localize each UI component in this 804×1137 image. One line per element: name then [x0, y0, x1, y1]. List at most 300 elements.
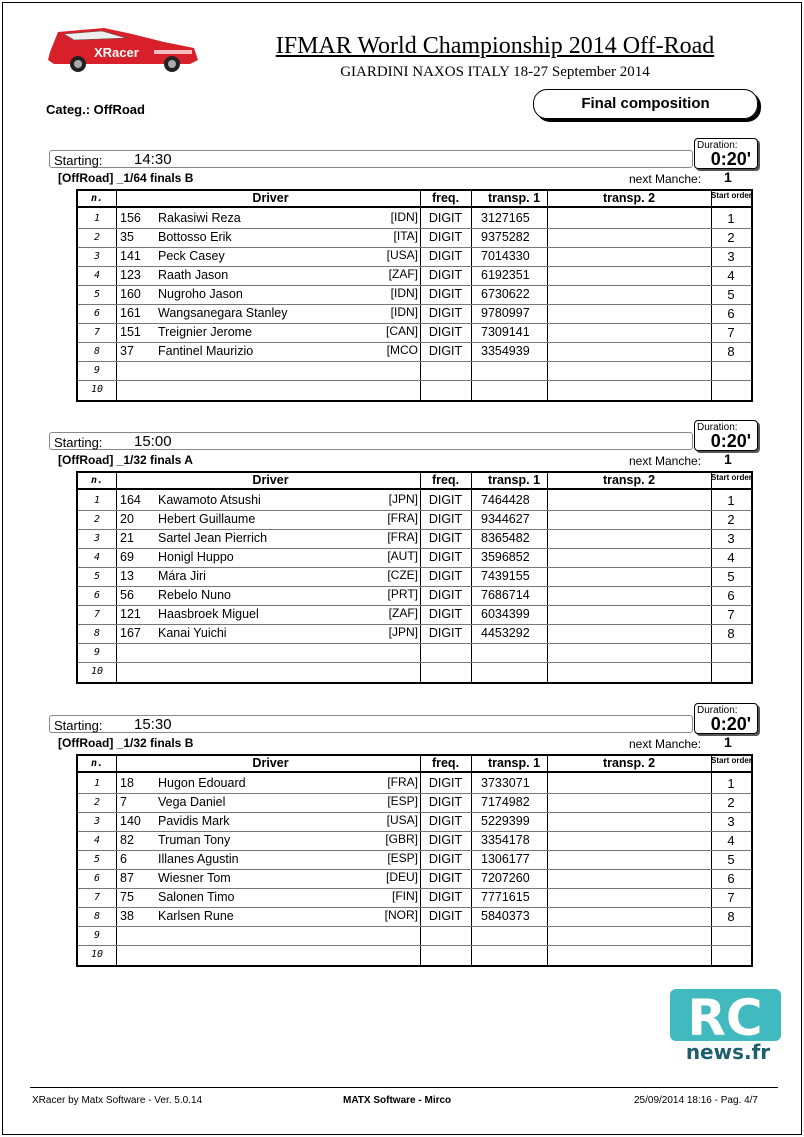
start-order — [711, 945, 751, 964]
driver-country: [FRA] — [387, 511, 418, 525]
table-row — [78, 380, 751, 399]
transponder-1: 6192351 — [481, 268, 530, 282]
duration-label: Duration: — [697, 140, 738, 151]
start-order: 7 — [727, 325, 735, 340]
car-number: 123 — [120, 268, 141, 282]
starting-label: Starting: — [54, 153, 103, 168]
start-order — [711, 662, 751, 681]
col-transp2: transp. 2 — [602, 191, 656, 205]
driver-name: Sartel Jean Pierrich — [158, 531, 268, 545]
table-row — [78, 869, 751, 888]
starting-box — [49, 715, 693, 733]
driver-country: [MCO — [386, 343, 418, 357]
transponder-2 — [547, 247, 711, 266]
driver-name: Peck Casey — [158, 249, 225, 263]
driver-name: Pavidis Mark — [158, 814, 230, 828]
table-row — [78, 266, 751, 285]
frequency: DIGIT — [428, 493, 463, 507]
driver-country — [378, 643, 420, 662]
driver-country — [378, 926, 420, 945]
car-number: 6 — [120, 852, 127, 866]
car-number: 87 — [120, 871, 134, 885]
frequency: DIGIT — [428, 569, 463, 583]
transponder-2 — [547, 774, 711, 793]
transponder-1 — [471, 380, 547, 399]
transponder-1: 5840373 — [481, 909, 530, 923]
driver-name: Fantinel Maurizio — [158, 344, 254, 358]
car-number: 56 — [120, 588, 134, 602]
frequency — [420, 926, 471, 945]
driver-name: Salonen Timo — [158, 890, 235, 904]
transponder-1 — [471, 926, 547, 945]
next-manche-label: next Manche: — [629, 737, 702, 751]
col-freq: freq. — [431, 191, 460, 205]
col-n: n. — [90, 758, 104, 769]
car-number: 161 — [120, 306, 141, 320]
driver-country — [378, 662, 420, 681]
driver-country: [FRA] — [387, 530, 418, 544]
heat-block — [0, 140, 804, 420]
transponder-2 — [547, 529, 711, 548]
col-driver: Driver — [252, 191, 289, 205]
transponder-2 — [547, 567, 711, 586]
driver-country — [378, 361, 420, 380]
frequency: DIGIT — [428, 626, 463, 640]
start-order: 1 — [727, 776, 735, 791]
driver-country: [JPN] — [388, 492, 418, 506]
next-manche-label: next Manche: — [629, 172, 702, 186]
row-index: 3 — [93, 251, 101, 262]
table-header — [78, 191, 751, 208]
row-index: 4 — [93, 270, 101, 281]
row-index: 7 — [93, 892, 101, 903]
col-freq: freq. — [431, 756, 460, 770]
duration-value: 0:20' — [710, 149, 751, 169]
driver-name: Wiesner Tom — [158, 871, 231, 885]
next-manche-value: 1 — [724, 169, 732, 185]
driver-country: [ZAF] — [388, 267, 418, 281]
starting-box — [49, 150, 693, 168]
transponder-2 — [547, 548, 711, 567]
frequency: DIGIT — [428, 588, 463, 602]
duration-label: Duration: — [697, 705, 738, 716]
car-number: 167 — [120, 626, 141, 640]
starting-time: 15:30 — [134, 716, 172, 733]
driver-name — [153, 945, 383, 964]
car-number: 21 — [120, 531, 134, 545]
transponder-2 — [547, 209, 711, 228]
frequency: DIGIT — [428, 306, 463, 320]
col-driver: Driver — [252, 473, 289, 487]
heat-block — [0, 705, 804, 985]
start-order: 4 — [727, 550, 735, 565]
start-order: 3 — [727, 249, 735, 264]
col-transp1: transp. 1 — [487, 756, 541, 770]
frequency — [420, 643, 471, 662]
col-start-order: Start order — [711, 756, 752, 765]
driver-name: Hugon Edouard — [158, 776, 246, 790]
row-index: 2 — [93, 232, 101, 243]
start-order: 7 — [727, 890, 735, 905]
transponder-1: 3354178 — [481, 833, 530, 847]
heat-block — [0, 422, 804, 702]
heat-table — [76, 471, 753, 684]
starting-time: 14:30 — [134, 151, 172, 168]
transponder-1 — [471, 662, 547, 681]
row-index: 1 — [93, 213, 101, 224]
start-order — [711, 926, 751, 945]
start-order: 4 — [727, 268, 735, 283]
driver-country: [USA] — [386, 248, 418, 262]
frequency: DIGIT — [428, 871, 463, 885]
page-title: IFMAR World Championship 2014 Off-Road — [275, 33, 715, 59]
transponder-2 — [547, 380, 711, 399]
transponder-1 — [471, 945, 547, 964]
heat-table — [76, 189, 753, 402]
row-index: 10 — [90, 949, 104, 960]
table-row — [78, 624, 751, 643]
document-type-badge: Final composition — [533, 89, 758, 119]
row-index: 6 — [93, 308, 101, 319]
transponder-1: 7174982 — [481, 795, 530, 809]
table-row — [78, 285, 751, 304]
driver-name: Mára Jiri — [158, 569, 206, 583]
row-index: 2 — [93, 514, 101, 525]
transponder-1: 3354939 — [481, 344, 530, 358]
table-row — [78, 247, 751, 266]
frequency: DIGIT — [428, 531, 463, 545]
driver-country: [ESP] — [387, 794, 418, 808]
driver-country: [FIN] — [392, 889, 418, 903]
frequency: DIGIT — [428, 852, 463, 866]
starting-label: Starting: — [54, 718, 103, 733]
table-row — [78, 945, 751, 964]
car-number: 156 — [120, 211, 141, 225]
driver-country: [DEU] — [385, 870, 418, 884]
transponder-2 — [547, 812, 711, 831]
col-freq: freq. — [431, 473, 460, 487]
driver-country: [NOR] — [384, 908, 418, 922]
row-index: 5 — [93, 571, 101, 582]
footer-software: XRacer by Matx Software - Ver. 5.0.14 — [32, 1095, 203, 1106]
frequency: DIGIT — [428, 607, 463, 621]
heat-name: [OffRoad] _1/32 finals A — [58, 453, 193, 467]
transponder-2 — [547, 323, 711, 342]
transponder-1: 8365482 — [481, 531, 530, 545]
transponder-1 — [471, 361, 547, 380]
driver-name — [153, 361, 383, 380]
col-n: n. — [90, 193, 104, 204]
driver-name: Rakasiwi Reza — [158, 211, 241, 225]
col-transp1: transp. 1 — [487, 191, 541, 205]
transponder-1: 3127165 — [481, 211, 530, 225]
starting-time: 15:00 — [134, 433, 172, 450]
driver-country: [CZE] — [387, 568, 418, 582]
table-row — [78, 491, 751, 510]
transponder-2 — [547, 228, 711, 247]
transponder-2 — [547, 926, 711, 945]
table-row — [78, 812, 751, 831]
driver-country: [USA] — [386, 813, 418, 827]
transponder-1: 7464428 — [481, 493, 530, 507]
row-index: 10 — [90, 384, 104, 395]
driver-country: [GBR] — [385, 832, 418, 846]
driver-name: Raath Jason — [158, 268, 229, 282]
transponder-2 — [547, 624, 711, 643]
footer-divider — [30, 1087, 778, 1088]
driver-name — [153, 380, 383, 399]
table-row — [78, 342, 751, 361]
row-index: 3 — [93, 533, 101, 544]
car-number: 82 — [120, 833, 134, 847]
transponder-1: 7771615 — [481, 890, 530, 904]
row-index: 8 — [93, 628, 101, 639]
car-number: 164 — [120, 493, 141, 507]
footer-author: MATX Software - Mirco — [343, 1095, 452, 1106]
transponder-1: 9780997 — [481, 306, 530, 320]
row-index: 6 — [93, 590, 101, 601]
frequency: DIGIT — [428, 795, 463, 809]
frequency: DIGIT — [428, 550, 463, 564]
driver-country: [JPN] — [388, 625, 418, 639]
driver-name: Rebelo Nuno — [158, 588, 231, 602]
car-number — [116, 662, 153, 681]
driver-name: Treignier Jerome — [158, 325, 253, 339]
transponder-2 — [547, 888, 711, 907]
frequency: DIGIT — [428, 833, 463, 847]
frequency — [420, 380, 471, 399]
start-order — [711, 643, 751, 662]
starting-label: Starting: — [54, 435, 103, 450]
transponder-2 — [547, 266, 711, 285]
table-row — [78, 567, 751, 586]
row-index: 1 — [93, 495, 101, 506]
row-index: 10 — [90, 666, 104, 677]
logo-text: XRacer — [94, 45, 139, 60]
row-index: 3 — [93, 816, 101, 827]
start-order: 3 — [727, 531, 735, 546]
table-row — [78, 926, 751, 945]
table-row — [78, 228, 751, 247]
row-index: 8 — [93, 911, 101, 922]
transponder-2 — [547, 869, 711, 888]
frequency: DIGIT — [428, 325, 463, 339]
car-number — [116, 926, 153, 945]
start-order: 5 — [727, 852, 735, 867]
driver-name: Illanes Agustin — [158, 852, 239, 866]
car-number — [116, 380, 153, 399]
car-number: 69 — [120, 550, 134, 564]
frequency: DIGIT — [428, 814, 463, 828]
start-order: 8 — [727, 909, 735, 924]
duration-value: 0:20' — [710, 714, 751, 734]
car-number: 38 — [120, 909, 134, 923]
start-order: 4 — [727, 833, 735, 848]
table-row — [78, 361, 751, 380]
col-start-order: Start order — [711, 473, 752, 482]
transponder-2 — [547, 510, 711, 529]
car-number: 7 — [120, 795, 127, 809]
starting-box — [49, 432, 693, 450]
driver-country: [CAN] — [385, 324, 418, 338]
duration-box — [694, 138, 758, 169]
start-order: 2 — [727, 230, 735, 245]
driver-name: Hebert Guillaume — [158, 512, 256, 526]
start-order: 6 — [727, 588, 735, 603]
start-order: 1 — [727, 493, 735, 508]
row-index: 9 — [93, 647, 101, 658]
driver-country — [378, 380, 420, 399]
transponder-2 — [547, 831, 711, 850]
car-number: 121 — [120, 607, 141, 621]
transponder-1: 6034399 — [481, 607, 530, 621]
row-index: 9 — [93, 365, 101, 376]
footer-date-page: 25/09/2014 18:16 - Pag. 4/7 — [634, 1095, 758, 1106]
table-row — [78, 605, 751, 624]
table-header — [78, 756, 751, 773]
car-number: 13 — [120, 569, 134, 583]
car-number: 35 — [120, 230, 134, 244]
transponder-2 — [547, 586, 711, 605]
row-index: 8 — [93, 346, 101, 357]
transponder-1: 5229399 — [481, 814, 530, 828]
next-manche-value: 1 — [724, 451, 732, 467]
row-index: 5 — [93, 854, 101, 865]
rcnews-watermark — [668, 985, 783, 1065]
watermark-rc: RC — [687, 989, 763, 1047]
start-order: 8 — [727, 344, 735, 359]
driver-name: Nugroho Jason — [158, 287, 243, 301]
row-index: 4 — [93, 835, 101, 846]
table-row — [78, 510, 751, 529]
frequency: DIGIT — [428, 344, 463, 358]
transponder-2 — [547, 304, 711, 323]
col-transp1: transp. 1 — [487, 473, 541, 487]
driver-country: [FRA] — [387, 775, 418, 789]
driver-name: Kawamoto Atsushi — [158, 493, 261, 507]
page-subtitle: GIARDINI NAXOS ITALY 18-27 September 2014 — [340, 64, 650, 80]
frequency: DIGIT — [428, 287, 463, 301]
start-order — [711, 380, 751, 399]
start-order: 5 — [727, 569, 735, 584]
heat-table — [76, 754, 753, 967]
driver-name — [153, 643, 383, 662]
table-row — [78, 888, 751, 907]
car-number — [116, 945, 153, 964]
driver-country: [ZAF] — [388, 606, 418, 620]
transponder-1: 7309141 — [481, 325, 530, 339]
transponder-2 — [547, 907, 711, 926]
transponder-2 — [547, 662, 711, 681]
start-order: 2 — [727, 512, 735, 527]
transponder-1: 3733071 — [481, 776, 530, 790]
car-number: 141 — [120, 249, 141, 263]
transponder-1: 7207260 — [481, 871, 530, 885]
row-index: 7 — [93, 609, 101, 620]
frequency: DIGIT — [428, 512, 463, 526]
table-row — [78, 662, 751, 681]
table-header — [78, 473, 751, 490]
driver-name — [153, 926, 383, 945]
next-manche-label: next Manche: — [629, 454, 702, 468]
frequency: DIGIT — [428, 211, 463, 225]
transponder-1: 9375282 — [481, 230, 530, 244]
category-label: Categ.: OffRoad — [46, 102, 145, 117]
driver-name: Bottosso Erik — [158, 230, 232, 244]
transponder-2 — [547, 945, 711, 964]
table-row — [78, 643, 751, 662]
table-row — [78, 323, 751, 342]
start-order: 6 — [727, 306, 735, 321]
table-row — [78, 586, 751, 605]
frequency — [420, 361, 471, 380]
frequency — [420, 945, 471, 964]
transponder-2 — [547, 850, 711, 869]
transponder-2 — [547, 361, 711, 380]
row-index: 2 — [93, 797, 101, 808]
transponder-1: 4453292 — [481, 626, 530, 640]
transponder-1: 1306177 — [481, 852, 530, 866]
driver-country: [ITA] — [393, 229, 418, 243]
table-row — [78, 831, 751, 850]
start-order: 5 — [727, 287, 735, 302]
frequency: DIGIT — [428, 890, 463, 904]
frequency: DIGIT — [428, 776, 463, 790]
transponder-1 — [471, 643, 547, 662]
transponder-1: 7014330 — [481, 249, 530, 263]
xracer-logo — [44, 24, 202, 74]
frequency: DIGIT — [428, 268, 463, 282]
transponder-2 — [547, 285, 711, 304]
row-index: 6 — [93, 873, 101, 884]
table-row — [78, 850, 751, 869]
start-order: 7 — [727, 607, 735, 622]
start-order: 1 — [727, 211, 735, 226]
driver-country: [IDN] — [390, 210, 418, 224]
car-number — [116, 643, 153, 662]
driver-name: Honigl Huppo — [158, 550, 234, 564]
row-index: 7 — [93, 327, 101, 338]
car-number: 75 — [120, 890, 134, 904]
col-driver: Driver — [252, 756, 289, 770]
transponder-1: 6730622 — [481, 287, 530, 301]
table-row — [78, 907, 751, 926]
car-number: 140 — [120, 814, 141, 828]
transponder-2 — [547, 491, 711, 510]
start-order — [711, 361, 751, 380]
transponder-1: 7439155 — [481, 569, 530, 583]
col-n: n. — [90, 475, 104, 486]
start-order: 3 — [727, 814, 735, 829]
driver-name: Wangsanegara Stanley — [158, 306, 288, 320]
frequency: DIGIT — [428, 230, 463, 244]
driver-country — [378, 945, 420, 964]
driver-country: [IDN] — [390, 286, 418, 300]
transponder-2 — [547, 643, 711, 662]
car-number — [116, 361, 153, 380]
heat-name: [OffRoad] _1/64 finals B — [58, 171, 194, 185]
duration-box — [694, 420, 758, 451]
transponder-1: 9344627 — [481, 512, 530, 526]
transponder-1: 3596852 — [481, 550, 530, 564]
watermark-news: news.fr — [685, 1040, 771, 1064]
transponder-2 — [547, 342, 711, 361]
col-transp2: transp. 2 — [602, 473, 656, 487]
car-number: 37 — [120, 344, 134, 358]
driver-country: [ESP] — [387, 851, 418, 865]
transponder-2 — [547, 605, 711, 624]
transponder-2 — [547, 793, 711, 812]
